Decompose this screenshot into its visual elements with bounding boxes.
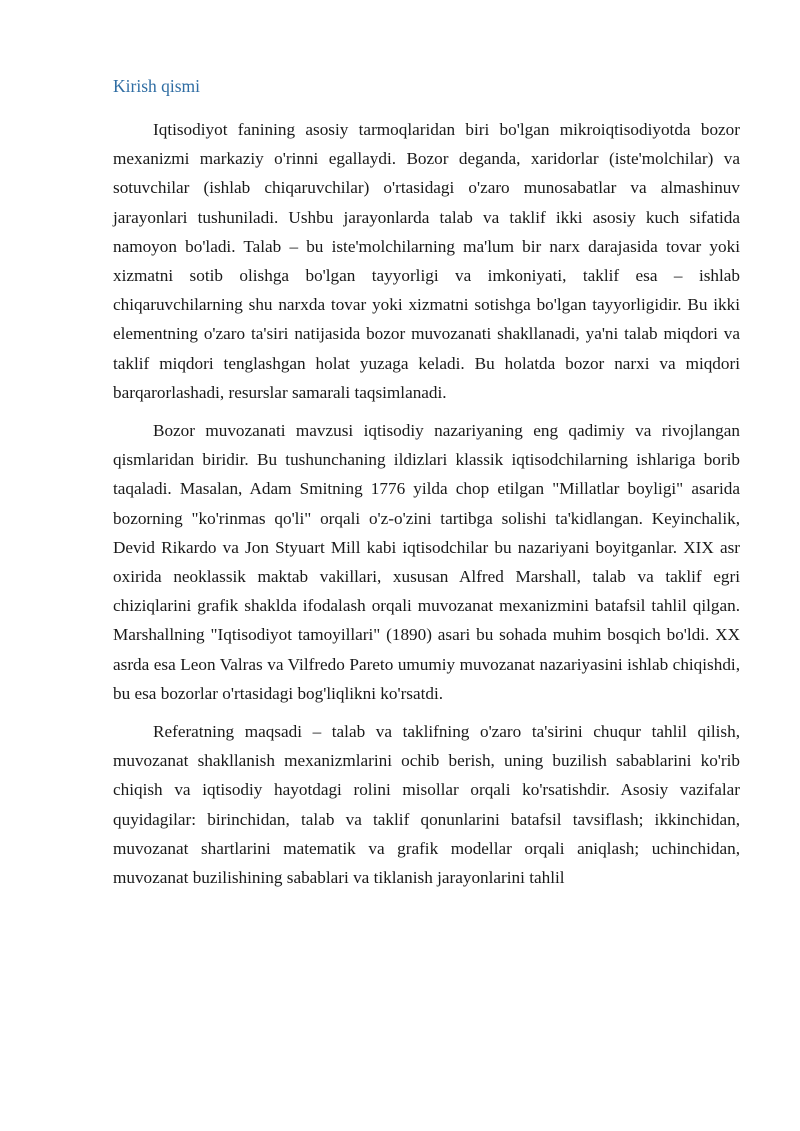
paragraph-market-mechanism: Iqtisodiyot fanining asosiy tarmoqlaridan biri bo'lgan mikroiqtisodiyotda bozor mexanizmi markaziy o'rinni egallaydi. Bozor deganda, xaridorlar (iste'molchilar) va sotuvchilar (ishlab chiqaruvchilar) o'rtasidagi o'zaro munosabatlar va almashinuv jarayonlari tushuniladi. Ushbu jarayonlarda talab va taklif ikki asosiy kuch sifatida namoyon bo'ladi. Talab – bu iste'molchilarning ma'lum bir narx darajasida tovar yoki xizmatni sotib olishga bo'lgan tayyorligi va imkoniyati, taklif esa – ishlab chiqaruvchilarning shu narxda tovar yoki xizmatni sotishga bo'lgan tayyorligidir. Bu ikki elementning o'zaro ta'siri natijasida bozor muvozanati shakllanadi, ya'ni talab miqdori va taklif miqdori tenglashgan holat yuzaga keladi. Bu holatda bozor narxi va miqdori barqarorlashadi, resurslar samarali taqsimlanadi. xyxy=(113,120,740,402)
paragraph-aims-and-tasks: Referatning maqsadi – talab va taklifning o'zaro ta'sirini chuqur tahlil qilish, muvozanat shakllanish mexanizmlarini ochib berish, uning buzilish sabablarini ko'rib chiqish va iqtisodiy hayotdagi rolini misollar orqali ko'rsatishdir. Asosiy vazifalar quyidagilar: birinchidan, talab va taklif qonunlarini batafsil tavsiflash; ikkinchidan, muvozanat shartlarini matematik va grafik modellar orqali aniqlash; uchinchidan, muvozanat buzilishining sabablari va tiklanish jarayonlarini tahlil xyxy=(113,722,740,888)
section-heading: Kirish qismi xyxy=(113,76,201,96)
body-text xyxy=(113,115,740,901)
paragraph-equilibrium-history: Bozor muvozanati mavzusi iqtisodiy nazariyaning eng qadimiy va rivojlangan qismlaridan biridir. Bu tushunchaning ildizlari klassik iqtisodchilarning ishlariga borib taqaladi. Masalan, Adam Smitning 1776 yilda chop etilgan "Millatlar boyligi" asarida bozorning "ko'rinmas qo'li" orqali o'z-o'zini tartibga solishi ta'kidlangan. Keyinchalik, Devid Rikardo va Jon Styuart Mill kabi iqtisodchilar bu nazariyani boyitganlar. XIX asr oxirida neoklassik maktab vakillari, xususan Alfred Marshall, talab va taklif egri chiziqlarini grafik shaklda ifodalash orqali muvozanat mexanizmini batafsil tahlil qilgan. Marshallning "Iqtisodiyot tamoyillari" (1890) asari bu sohada muhim bosqich bo'ldi. XX asrda esa Leon Valras va Vilfredo Pareto umumiy muvozanat nazariyasini ishlab chiqishdi, bu esa bozorlar o'rtasidagi bog'liqlikni ko'rsatdi. xyxy=(113,421,740,703)
